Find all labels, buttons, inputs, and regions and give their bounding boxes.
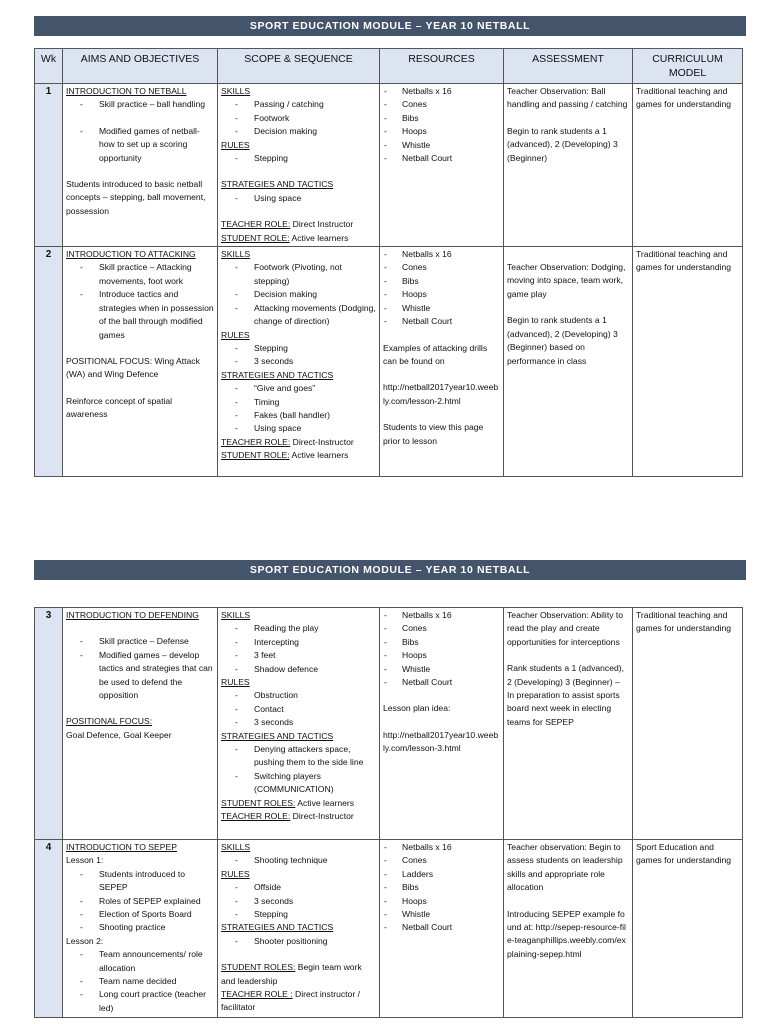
aims-title: INTRODUCTION TO NETBALL — [66, 86, 187, 96]
list-item: - Intercepting — [221, 636, 376, 649]
strategies-list — [221, 935, 376, 948]
aims-title: INTRODUCTION TO DEFENDING — [66, 610, 199, 620]
curriculum-model-cell: Traditional teaching and games for understanding — [633, 608, 743, 840]
list-item: - Netball Court — [383, 921, 500, 934]
week-number: 4 — [35, 840, 63, 1018]
resources-cell — [380, 840, 504, 1018]
week-number: 1 — [35, 84, 63, 247]
teacher-role-value: Direct-Instructor — [290, 436, 354, 447]
list-item: - Contact — [221, 703, 376, 716]
list-item: - Shooting technique — [221, 854, 376, 867]
table-row — [35, 84, 743, 247]
resources-note: Lesson plan idea: — [383, 703, 451, 714]
list-item: - Shadow defence — [221, 663, 376, 676]
rules-list — [221, 881, 376, 921]
list-item: - Netballs x 16 — [383, 841, 500, 854]
assessment-link-paragraph: Introducing SEPEP example found at: http://sepep-resource-file-teaganphillips.weebly.com/explaining-sepep.html — [507, 908, 626, 959]
assessment-paragraph: Begin to rank students a 1 (advanced), 2 (Developing) 3 (Beginner) — [507, 125, 618, 163]
list-item: - 3 seconds — [221, 895, 376, 908]
list-item: - Obstruction — [221, 689, 376, 702]
list-item: - Hoops — [383, 649, 500, 662]
resources-note: Examples of attacking drills can be found on — [383, 342, 488, 366]
resources-cell — [380, 247, 504, 477]
list-item: - Bibs — [383, 112, 500, 125]
aims-cell — [63, 840, 218, 1018]
list-item: - Long court practice (teacher led) — [66, 988, 214, 1015]
list-item: - Shooting practice — [66, 921, 214, 934]
curriculum-model-cell: Sport Education and games for understanding — [633, 840, 743, 1018]
strategies-heading: STRATEGIES AND TACTICS — [221, 179, 334, 190]
resources-cell — [380, 608, 504, 840]
student-role-value: Active learners — [289, 450, 349, 461]
student-role — [221, 449, 376, 462]
module-banner: SPORT EDUCATION MODULE – YEAR 10 NETBALL — [34, 560, 746, 580]
list-item: - Using space — [221, 422, 376, 435]
rules-heading: RULES — [221, 868, 250, 879]
list-item: - Footwork (Pivoting, not stepping) — [221, 261, 376, 288]
list-item: - Cones — [383, 854, 500, 867]
list-item: - Students introduced to SEPEP — [66, 868, 214, 895]
scope-cell — [218, 840, 380, 1018]
teacher-role-label: TEACHER ROLE: — [221, 219, 291, 230]
strategies-list — [221, 743, 376, 797]
student-role — [221, 961, 376, 988]
list-item: - Roles of SEPEP explained — [66, 895, 214, 908]
student-role-value: Active learners — [289, 232, 349, 243]
list-item: - 3 feet — [221, 649, 376, 662]
lesson-link[interactable]: http://netball2017year10.weebly.com/lesson-2.html — [383, 382, 499, 406]
table-header-row — [35, 49, 743, 84]
lesson-link[interactable]: http://netball2017year10.weebly.com/lesson-3.html — [383, 729, 499, 754]
list-item: - Netball Court — [383, 315, 500, 328]
list-item: - Ladders — [383, 868, 500, 881]
list-item: - Team name decided — [66, 975, 214, 988]
assessment-paragraph: Rank students a 1 (advanced), 2 (Developing) 3 (Beginner) – In preparation to assist sports board next week in electing teams for SEPEP — [507, 663, 625, 727]
skills-heading: SKILLS — [221, 86, 251, 96]
rules-list — [221, 689, 376, 729]
resources-cell — [380, 84, 504, 247]
aims-list — [66, 635, 214, 702]
aims-cell — [63, 608, 218, 840]
list-item: - Fakes (ball handler) — [221, 409, 376, 422]
student-role-label: STUDENT ROLES: — [221, 797, 296, 808]
header-week: Wk — [35, 49, 63, 84]
list-item: - Whistle — [383, 663, 500, 676]
teacher-role-label: TEACHER ROLE: — [221, 436, 291, 447]
list-item: - Hoops — [383, 125, 500, 138]
assessment-cell — [504, 247, 633, 477]
assessment-paragraph: Begin to rank students a 1 (advanced), 2 (Developing) 3 (Beginner) based on performance in class — [507, 315, 618, 366]
teacher-role-label: TEACHER ROLE: — [221, 811, 291, 822]
table-row — [35, 840, 743, 1018]
skills-list — [221, 854, 376, 867]
rules-heading: RULES — [221, 677, 250, 688]
list-item: - Netballs x 16 — [383, 85, 500, 98]
list-item: - 3 seconds — [221, 716, 376, 729]
aims-title: INTRODUCTION TO SEPEP — [66, 842, 177, 852]
list-item: - Election of Sports Board — [66, 908, 214, 921]
resources-note: Students to view this page prior to lesson — [383, 422, 484, 446]
assessment-paragraph: Teacher Observation: Ability to read the play and create opportunities for interceptions — [507, 610, 624, 647]
table-row — [35, 247, 743, 477]
assessment-paragraph: Teacher observation: Begin to assess students on leadership skills and appropriate role allocation — [507, 842, 623, 893]
header-curriculum-model: CURRICULUM MODEL — [633, 49, 743, 84]
rules-list — [221, 342, 376, 369]
resources-list — [383, 841, 500, 935]
student-role-label: STUDENT ROLE: — [221, 232, 290, 243]
module-banner: SPORT EDUCATION MODULE – YEAR 10 NETBALL — [34, 16, 746, 36]
rules-list — [221, 152, 376, 165]
assessment-cell — [504, 840, 633, 1018]
list-item: - “Give and goes” — [221, 382, 376, 395]
teacher-role — [221, 810, 376, 823]
skills-heading: SKILLS — [221, 610, 251, 620]
list-item: - Bibs — [383, 275, 500, 288]
list-item: - 3 seconds — [221, 355, 376, 368]
aims-title: INTRODUCTION TO ATTACKING — [66, 249, 196, 260]
table-row — [35, 608, 743, 840]
list-item: - Team announcements/ role allocation — [66, 948, 214, 975]
list-item: - Whistle — [383, 908, 500, 921]
skills-heading: SKILLS — [221, 842, 251, 852]
teacher-role-value: Direct instructor / facilitator — [221, 989, 360, 1013]
student-role-value: Active learners — [295, 797, 355, 808]
list-item: - Hoops — [383, 288, 500, 301]
aims-cell — [63, 84, 218, 247]
list-item: - Skill practice – ball handling — [66, 98, 214, 111]
list-item: - Netball Court — [383, 676, 500, 689]
aims-list — [66, 948, 214, 1015]
week-number: 2 — [35, 247, 63, 477]
teacher-role-value: Direct-Instructor — [290, 811, 354, 822]
header-aims: AIMS AND OBJECTIVES — [63, 49, 218, 84]
list-item: - Skill practice – Defense — [66, 635, 214, 648]
week-number: 3 — [35, 608, 63, 840]
list-item: - Introduce tactics and strategies when in possession of the ball through modified games — [66, 288, 214, 342]
positional-focus: Goal Defence, Goal Keeper — [66, 729, 172, 740]
skills-heading: SKILLS — [221, 249, 251, 260]
assessment-cell — [504, 608, 633, 840]
aims-list — [66, 125, 214, 165]
list-item: - Whistle — [383, 139, 500, 152]
header-resources: RESOURCES — [380, 49, 504, 84]
scope-cell — [218, 247, 380, 477]
rules-heading: RULES — [221, 329, 250, 340]
strategies-list — [221, 382, 376, 436]
teacher-role-value: Direct Instructor — [290, 219, 354, 230]
list-item: - Hoops — [383, 895, 500, 908]
list-item: - Stepping — [221, 342, 376, 355]
strategies-heading: STRATEGIES AND TACTICS — [221, 730, 334, 741]
lesson-plan-table-1 — [34, 48, 743, 477]
aims-list — [66, 868, 214, 935]
list-item: - Passing / catching — [221, 98, 376, 111]
aims-paragraph: Reinforce concept of spatial awareness — [66, 395, 173, 420]
list-item: - Reading the play — [221, 622, 376, 635]
list-item: - Attacking movements (Dodging, change of direction) — [221, 302, 376, 329]
skills-list — [221, 622, 376, 676]
list-item: - Stepping — [221, 152, 376, 165]
list-item: - Shooter positioning — [221, 935, 376, 948]
scope-cell — [218, 608, 380, 840]
header-scope: SCOPE & SEQUENCE — [218, 49, 380, 84]
list-item: - Decision making — [221, 125, 376, 138]
strategies-heading: STRATEGIES AND TACTICS — [221, 922, 334, 933]
resources-list — [383, 609, 500, 689]
student-role — [221, 797, 376, 810]
student-role — [221, 232, 376, 245]
lesson-plan-table-2 — [34, 607, 743, 1018]
skills-list — [221, 98, 376, 138]
curriculum-model-cell: Traditional teaching and games for understanding — [633, 247, 743, 477]
list-item: - Modified games of netball- how to set up a scoring opportunity — [66, 125, 214, 165]
aims-list — [66, 261, 214, 341]
list-item: - Footwork — [221, 112, 376, 125]
list-item: - Netballs x 16 — [383, 609, 500, 622]
list-item: - Timing — [221, 396, 376, 409]
rules-heading: RULES — [221, 139, 250, 150]
list-item: - Switching players (COMMUNICATION) — [221, 770, 376, 797]
teacher-role-label: TEACHER ROLE : — [221, 989, 293, 1000]
curriculum-model-cell: Traditional teaching and games for understanding — [633, 84, 743, 247]
scope-cell — [218, 84, 380, 247]
positional-focus-heading: POSITIONAL FOCUS: — [66, 716, 153, 727]
aims-cell — [63, 247, 218, 477]
list-item: - Whistle — [383, 302, 500, 315]
teacher-role — [221, 436, 376, 449]
list-item: - Bibs — [383, 881, 500, 894]
list-item: - Cones — [383, 261, 500, 274]
assessment-cell — [504, 84, 633, 247]
list-item: - Denying attackers space, pushing them to the side line — [221, 743, 376, 770]
strategies-heading: STRATEGIES AND TACTICS — [221, 369, 334, 380]
list-item: - Netballs x 16 — [383, 248, 500, 261]
skills-list — [221, 261, 376, 328]
aims-paragraph: Students introduced to basic netball concepts – stepping, ball movement, possession — [66, 179, 206, 216]
list-item: - Using space — [221, 192, 376, 205]
list-item: - Skill practice – Attacking movements, foot work — [66, 261, 214, 288]
list-item: - Cones — [383, 622, 500, 635]
student-role-label: STUDENT ROLE: — [221, 450, 290, 461]
assessment-paragraph: Teacher Observation: Dodging, moving into space, team work, game play — [507, 262, 626, 299]
student-role-label: STUDENT ROLES: — [221, 962, 296, 973]
list-item: - Netball Court — [383, 152, 500, 165]
lesson-label: Lesson 2: — [66, 935, 104, 946]
list-item: - Offside — [221, 881, 376, 894]
strategies-list — [221, 192, 376, 205]
lesson-label: Lesson 1: — [66, 855, 104, 866]
teacher-role — [221, 218, 376, 231]
resources-list — [383, 248, 500, 328]
aims-list — [66, 98, 214, 111]
list-item: - Modified games – develop tactics and strategies that can be used to defend the opposition — [66, 649, 214, 703]
header-assessment: ASSESSMENT — [504, 49, 633, 84]
student-role-value: Begin team work and leadership — [221, 962, 362, 986]
list-item: - Stepping — [221, 908, 376, 921]
teacher-role — [221, 988, 376, 1015]
list-item: - Decision making — [221, 288, 376, 301]
assessment-paragraph: Teacher Observation: Ball handling and passing / catching — [507, 86, 628, 110]
aims-paragraph: POSITIONAL FOCUS: Wing Attack (WA) and Wing Defence — [66, 355, 200, 380]
list-item: - Cones — [383, 98, 500, 111]
list-item: - Bibs — [383, 636, 500, 649]
resources-list — [383, 85, 500, 165]
